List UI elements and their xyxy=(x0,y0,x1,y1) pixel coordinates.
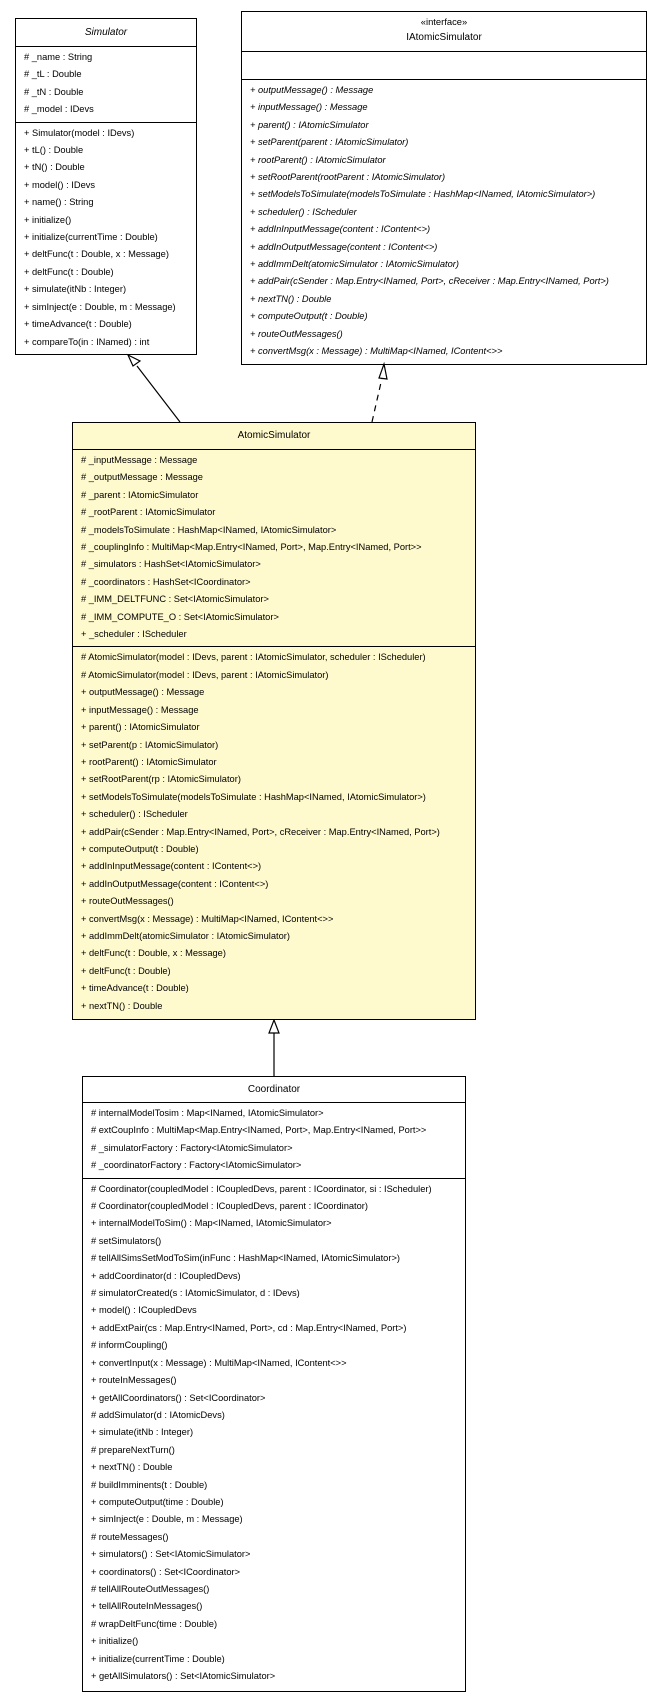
method: + simulate(itNb : Integer) xyxy=(91,1427,194,1438)
method: # setSimulators() xyxy=(91,1235,162,1246)
attribute: # _simulators : HashSet<IAtomicSimulator> xyxy=(81,559,261,570)
method: + deltFunc(t : Double, x : Message) xyxy=(24,249,169,260)
attributes-section xyxy=(16,46,196,122)
attribute: # _modelsToSimulate : HashMap<INamed, IAtomicSimulator> xyxy=(81,524,337,535)
attribute: # _parent : IAtomicSimulator xyxy=(81,489,199,500)
method: + deltFunc(t : Double) xyxy=(24,266,114,277)
attribute: # _model : IDevs xyxy=(24,104,94,115)
method: + name() : String xyxy=(24,197,94,208)
realization-atomic-to-iatomic xyxy=(372,378,382,422)
method: + addPair(cSender : Map.Entry<INamed, Port>, cReceiver : Map.Entry<INamed, Port>) xyxy=(81,826,440,837)
method: + inputMessage() : Message xyxy=(81,704,199,715)
method: + model() : IDevs xyxy=(24,179,96,190)
method: + coordinators() : Set<ICoordinator> xyxy=(91,1566,241,1577)
class-header xyxy=(73,423,475,449)
method: # buildImminents(t : Double) xyxy=(91,1479,208,1490)
class-header xyxy=(242,12,646,51)
attribute: # _IMM_COMPUTE_O : Set<IAtomicSimulator> xyxy=(81,611,279,622)
method: + setRootParent(rootParent : IAtomicSimulator) xyxy=(250,172,446,183)
method: + outputMessage() : Message xyxy=(81,687,205,698)
attribute: + _scheduler : IScheduler xyxy=(81,629,187,640)
method: # routeMessages() xyxy=(91,1531,169,1542)
class-header xyxy=(83,1077,465,1102)
method: + setParent(parent : IAtomicSimulator) xyxy=(250,137,409,148)
method: # simulatorCreated(s : IAtomicSimulator, d : IDevs) xyxy=(91,1288,300,1299)
method: + simInject(e : Double, m : Message) xyxy=(91,1514,243,1525)
attribute: # _IMM_DELTFUNC : Set<IAtomicSimulator> xyxy=(81,594,269,605)
class-title: Simulator xyxy=(84,27,128,38)
method: + getAllSimulators() : Set<IAtomicSimulator> xyxy=(91,1671,276,1681)
method: + addImmDelt(atomicSimulator : IAtomicSimulator) xyxy=(250,259,459,270)
method: + routeInMessages() xyxy=(91,1375,177,1386)
method: + addCoordinator(d : ICoupledDevs) xyxy=(91,1270,241,1281)
method: + computeOutput(t : Double) xyxy=(250,311,368,322)
method: + addInInputMessage(content : IContent<>) xyxy=(250,224,431,235)
method: + tellAllRouteInMessages() xyxy=(91,1601,203,1612)
method: + simulators() : Set<IAtomicSimulator> xyxy=(91,1549,251,1560)
attribute: # _inputMessage : Message xyxy=(81,455,198,465)
method: + rootParent() : IAtomicSimulator xyxy=(81,756,217,767)
method: # addSimulator(d : IAtomicDevs) xyxy=(91,1409,225,1420)
method: # wrapDeltFunc(time : Double) xyxy=(91,1618,218,1629)
method: + addInOutputMessage(content : IContent<>) xyxy=(250,241,438,252)
method: # tellAllSimsSetModToSim(inFunc : HashMap<INamed, IAtomicSimulator>) xyxy=(91,1253,400,1264)
attribute: # _simulatorFactory : Factory<IAtomicSimulator> xyxy=(91,1142,293,1153)
method: + convertMsg(x : Message) : MultiMap<INamed, IContent<>> xyxy=(250,346,503,357)
coordinator-class xyxy=(82,1076,466,1692)
attributes-section xyxy=(83,1102,465,1178)
attribute: # _coordinators : HashSet<ICoordinator> xyxy=(81,576,251,587)
method: + setModelsToSimulate(modelsToSimulate : HashMap<INamed, IAtomicSimulator>) xyxy=(81,791,426,802)
method: + compareTo(in : INamed) : int xyxy=(24,336,150,347)
generalization-arrowhead xyxy=(269,1020,279,1033)
method: + nextTN() : Double xyxy=(81,1000,163,1011)
method: + parent() : IAtomicSimulator xyxy=(250,119,369,130)
attribute: # internalModelTosim : Map<INamed, IAtomicSimulator> xyxy=(91,1108,324,1118)
method: + model() : ICoupledDevs xyxy=(91,1305,197,1316)
method: + computeOutput(t : Double) xyxy=(81,843,199,854)
stereotype-label: «interface» xyxy=(420,16,468,27)
attribute: # _outputMessage : Message xyxy=(81,472,203,483)
method: + timeAdvance(t : Double) xyxy=(24,319,132,330)
attributes-section xyxy=(242,51,646,79)
method: + scheduler() : IScheduler xyxy=(81,809,188,820)
method: + routeOutMessages() xyxy=(250,328,343,339)
method: # Coordinator(coupledModel : ICoupledDevs, parent : ICoordinator) xyxy=(91,1201,368,1212)
method: + deltFunc(t : Double) xyxy=(81,965,171,976)
method: # AtomicSimulator(model : IDevs, parent : IAtomicSimulator) xyxy=(81,669,329,680)
methods-section xyxy=(242,79,646,364)
method: # informCoupling() xyxy=(91,1340,168,1351)
method: + tN() : Double xyxy=(24,162,85,173)
class-title: IAtomicSimulator xyxy=(406,32,482,43)
iatomic-simulator-interface xyxy=(241,11,647,365)
method: # tellAllRouteOutMessages() xyxy=(91,1583,210,1594)
method: + initialize(currentTime : Double) xyxy=(24,232,158,243)
method: + rootParent() : IAtomicSimulator xyxy=(250,154,386,165)
class-title: AtomicSimulator xyxy=(237,430,311,441)
method: + Simulator(model : IDevs) xyxy=(24,127,135,138)
method: # Coordinator(coupledModel : ICoupledDevs, parent : ICoordinator, si : IScheduler) xyxy=(91,1183,432,1194)
method: + parent() : IAtomicSimulator xyxy=(81,722,200,733)
attributes-section xyxy=(73,449,475,646)
realization-arrowhead xyxy=(379,364,387,379)
method: + computeOutput(time : Double) xyxy=(91,1496,224,1507)
attribute: # _coordinatorFactory : Factory<IAtomicSimulator> xyxy=(91,1160,302,1171)
atomic-simulator-class xyxy=(72,422,476,1020)
method: # prepareNextTurn() xyxy=(91,1444,175,1455)
methods-section xyxy=(73,646,475,1018)
class-header xyxy=(16,19,196,46)
method: # AtomicSimulator(model : IDevs, parent : IAtomicSimulator, scheduler : IScheduler) xyxy=(81,652,426,663)
method: + deltFunc(t : Double, x : Message) xyxy=(81,948,226,959)
generalization-arrowhead xyxy=(128,355,140,366)
attribute: # _rootParent : IAtomicSimulator xyxy=(81,507,216,518)
method: + outputMessage() : Message xyxy=(250,85,374,95)
method: + setModelsToSimulate(modelsToSimulate : HashMap<INamed, IAtomicSimulator>) xyxy=(250,189,596,200)
method: + convertInput(x : Message) : MultiMap<INamed, IContent<>> xyxy=(91,1357,347,1368)
method: + initialize() xyxy=(24,214,72,225)
method: + internalModelToSim() : Map<INamed, IAtomicSimulator> xyxy=(91,1218,332,1229)
method: + nextTN() : Double xyxy=(91,1462,173,1473)
methods-section xyxy=(83,1178,465,1689)
method: + addPair(cSender : Map.Entry<INamed, Port>, cReceiver : Map.Entry<INamed, Port>) xyxy=(250,276,609,287)
method: + setParent(p : IAtomicSimulator) xyxy=(81,739,219,750)
attribute: # _tL : Double xyxy=(24,69,82,80)
method: + getAllCoordinators() : Set<ICoordinator> xyxy=(91,1392,266,1403)
method: + convertMsg(x : Message) : MultiMap<INamed, IContent<>> xyxy=(81,913,334,924)
method: + initialize(currentTime : Double) xyxy=(91,1653,225,1664)
simulator-class xyxy=(15,18,197,355)
attribute: # _name : String xyxy=(24,52,93,62)
method: + inputMessage() : Message xyxy=(250,102,368,113)
method: + addInOutputMessage(content : IContent<>) xyxy=(81,878,269,889)
method: + addImmDelt(atomicSimulator : IAtomicSimulator) xyxy=(81,930,290,941)
method: + routeOutMessages() xyxy=(81,896,174,907)
class-title: Coordinator xyxy=(247,1084,301,1095)
methods-section xyxy=(16,122,196,354)
method: + initialize() xyxy=(91,1636,139,1647)
method: + timeAdvance(t : Double) xyxy=(81,983,189,994)
method: + scheduler() : IScheduler xyxy=(250,206,357,217)
method: + addInInputMessage(content : IContent<>) xyxy=(81,861,262,872)
method: + tL() : Double xyxy=(24,145,84,156)
attribute: # extCoupInfo : MultiMap<Map.Entry<INamed, Port>, Map.Entry<INamed, Port>> xyxy=(91,1125,427,1136)
generalization-atomic-to-simulator xyxy=(137,366,180,422)
method: + nextTN() : Double xyxy=(250,293,332,304)
method: + simInject(e : Double, m : Message) xyxy=(24,301,176,312)
method: + addExtPair(cs : Map.Entry<INamed, Port>, cd : Map.Entry<INamed, Port>) xyxy=(91,1322,407,1333)
attribute: # _tN : Double xyxy=(24,86,84,97)
method: + simulate(itNb : Integer) xyxy=(24,284,127,295)
method: + setRootParent(rp : IAtomicSimulator) xyxy=(81,774,241,785)
attribute: # _couplingInfo : MultiMap<Map.Entry<INamed, Port>, Map.Entry<INamed, Port>> xyxy=(81,542,422,553)
